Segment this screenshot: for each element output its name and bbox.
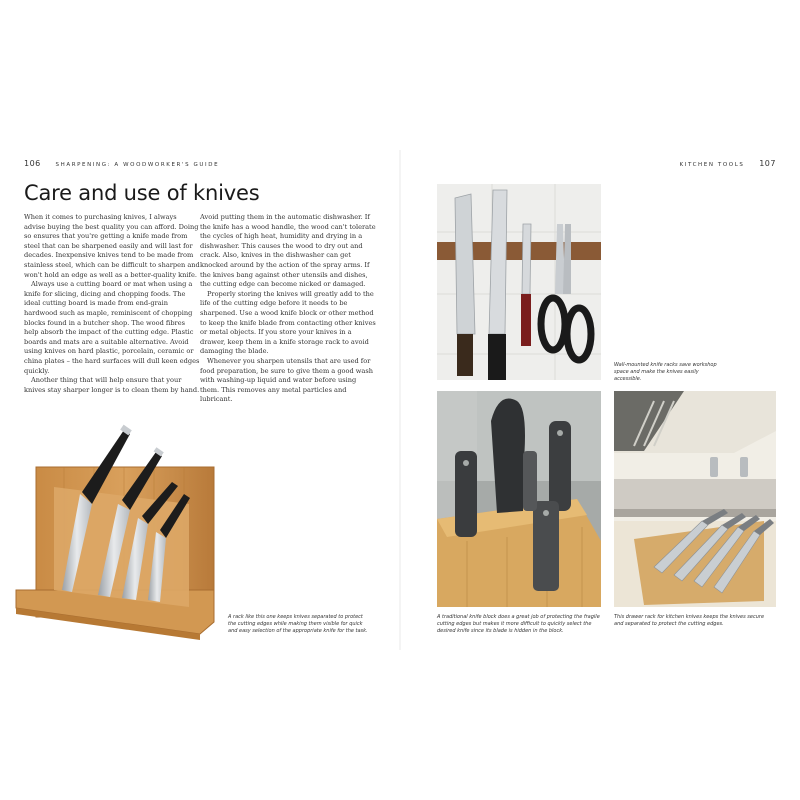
caption-knife-block: A traditional knife block does a great job of protecting the fragile cutting edges but makes it more difficult to quickly select the desired knife since its blade is hidden in the block. [437, 614, 600, 635]
wall-rack-photo [437, 184, 601, 380]
knife-rack-photo [14, 412, 220, 644]
page-number-left: 106 [24, 159, 41, 168]
page-title: Care and use of knives [24, 181, 260, 205]
page-number-right: 107 [759, 159, 776, 168]
caption-wall-rack: Wall-mounted knife racks save workshop space and make the knives easily accessible. [614, 362, 717, 383]
paragraph: When it comes to purchasing knives, I always advise buying the best quality you can afford. Doing so ensures that you're getting a knife made from steel that can be sharpened easily and will last for decades. Inexpensive knives tend to be made from stainless steel, which can be difficult to sharpen and won't hold an edge as well as a better-quality knife. [24, 213, 200, 279]
running-head-right: KITCHEN TOOLS [679, 162, 745, 168]
left-folio [24, 159, 219, 168]
drawer-rack-photo [614, 391, 776, 607]
paragraph: Whenever you sharpen utensils that are used for food preparation, be sure to give them a good wash with washing-up liquid and water before using them. This removes any metal particles and lubricant. [200, 356, 373, 404]
page-gutter [399, 150, 401, 650]
caption-rack: A rack like this one keeps knives separated to protect the cutting edges while making them visible for quick and easy selection of the appropriate knife for the task. [228, 614, 368, 635]
text-column-2 [200, 213, 376, 405]
paragraph: Another thing that will help ensure that your knives stay sharper longer is to clean them by hand. [24, 376, 200, 394]
paragraph: Always use a cutting board or mat when using a knife for slicing, dicing and chopping foods. The ideal cutting board is made from end-grain hardwood such as maple, reminiscent of chopping blocks found in a butcher shop. The wood fibres help absorb the impact of the cutting edge. Plastic boards and mats are a suitable alternative. Avoid using knives on hard plastic, porcelain, ceramic or china plates – the hard surfaces will dull keen edges quickly. [24, 280, 200, 375]
text-column-1 [24, 213, 200, 395]
running-head-left: SHARPENING: A WOODWORKER'S GUIDE [55, 162, 220, 168]
caption-drawer-rack: This drawer rack for kitchen knives keeps the knives secure and separated to protect the cutting edges. [614, 614, 765, 628]
paragraph: Properly storing the knives will greatly add to the life of the cutting edge before it needs to be sharpened. Use a wood knife block or other method to keep the knife blade from contacting other knives or metal objects. If you store your knives in a drawer, keep them in a knife storage rack to avoid damaging the blade. [200, 289, 376, 356]
paragraph: Avoid putting them in the automatic dishwasher. If the knife has a wood handle, the wood can't tolerate the cycles of high heat, humidity and drying in a dishwasher. This causes the wood to dry out and crack. Also, knives in the dishwasher can get knocked around by the action of the spray arms. If the knives bang against other utensils and dishes, the cutting edge can become nicked or damaged. [200, 213, 376, 289]
knife-block-photo [437, 391, 601, 607]
right-folio [680, 159, 776, 168]
